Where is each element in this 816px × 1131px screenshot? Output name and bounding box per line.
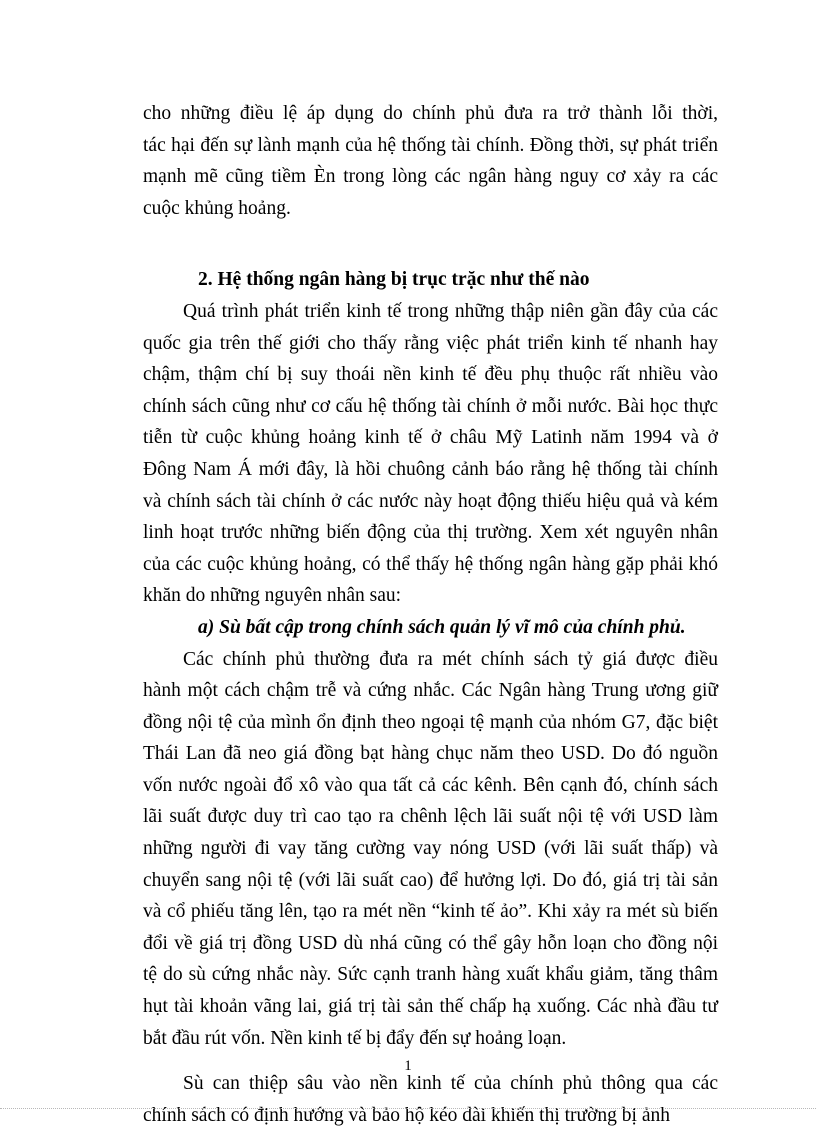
text-line: chính sách cũng như cơ cấu hệ thống tài chính ở mỗi nước. Bài học thực bbox=[143, 395, 718, 417]
text-line: vốn nước ngoài đổ xô vào qua tất cả các kênh. Bên cạnh đó, chính sách bbox=[143, 774, 718, 796]
text-line: bắt đầu rút vốn. Nền kinh tế bị đẩy đến sự hoảng loạn. bbox=[143, 1027, 567, 1049]
text-line: Các chính phủ thường đưa ra mét chính sách tỷ giá được điều bbox=[183, 648, 718, 670]
page-number: 1 bbox=[404, 1058, 412, 1074]
text-line: tác hại đến sự lành mạnh của hệ thống tài chính. Đồng thời, sự phát triển bbox=[143, 134, 718, 156]
text-line: đồng nội tệ của mình ổn định theo ngoại tệ mạnh của nhóm G7, đặc biệt bbox=[143, 711, 718, 733]
text-line: hụt tài khoản vãng lai, giá trị tài sản thế chấp hạ xuống. Các nhà đầu tư bbox=[143, 996, 718, 1018]
text-line: Sù can thiệp sâu vào nền kinh tế của chính phủ thông qua các bbox=[183, 1073, 718, 1095]
text-line: cuộc khủng hoảng. bbox=[143, 197, 291, 219]
text-line: khăn do những nguyên nhân sau: bbox=[143, 585, 402, 607]
text-line: hành một cách chậm trễ và cứng nhắc. Các Ngân hàng Trung ương giữ bbox=[143, 680, 718, 702]
paragraph-intro bbox=[143, 98, 718, 224]
page-bottom-divider bbox=[0, 1108, 816, 1109]
paragraph-intervention bbox=[143, 1068, 718, 1131]
text-line: chuyển sang nội tệ (với lãi suất cao) để hưởng lợi. Do đó, giá trị tài sản bbox=[143, 869, 718, 891]
text-line: của các cuộc khủng hoảng, có thể thấy hệ thống ngân hàng gặp phải khó bbox=[143, 553, 718, 575]
subsection-heading: a) Sù bất cập trong chính sách quản lý vĩ mô của chính phủ. bbox=[198, 616, 686, 638]
section-spacer bbox=[143, 224, 718, 264]
text-line: linh hoạt trước những biến động của thị trường. Xem xét nguyên nhân bbox=[143, 522, 718, 544]
text-line: tiễn từ cuộc khủng hoảng kinh tế ở châu Mỹ Latinh năm 1994 và ở bbox=[143, 427, 718, 449]
text-line: cho những điều lệ áp dụng do chính phủ đưa ra trở thành lỗi thời, bbox=[143, 103, 718, 124]
text-line: Đông Nam Á mới đây, là hồi chuông cảnh báo rằng hệ thống tài chính bbox=[143, 458, 718, 480]
document-body bbox=[143, 98, 718, 1131]
text-line: chậm, thậm chí bị suy thoái nền kinh tế đều phụ thuộc rất nhiều vào bbox=[143, 364, 718, 386]
text-line: chính sách có định hướng và bảo hộ kéo dài khiến thị trường bị ảnh bbox=[143, 1104, 670, 1126]
text-line: mạnh mẽ cũng tiềm Èn trong lòng các ngân hàng nguy cơ xảy ra các bbox=[143, 166, 718, 188]
text-line: đổi về giá trị đồng USD dù nhá cũng có thể gây hỗn loạn cho đồng nội bbox=[143, 932, 718, 954]
text-line: quốc gia trên thế giới cho thấy rằng việc phát triển kinh tế nhanh hay bbox=[143, 332, 718, 354]
text-line: tệ do sù cứng nhắc này. Sức cạnh tranh hàng xuất khẩu giảm, tăng thâm bbox=[143, 964, 718, 986]
paragraph-policy bbox=[143, 644, 718, 1055]
text-line: và chính sách tài chính ở các nước này hoạt động thiếu hiệu quả và kém bbox=[143, 490, 718, 512]
paragraph-causes bbox=[143, 296, 718, 612]
text-line: Thái Lan đã neo giá đồng bạt hàng chục năm theo USD. Do đó nguồn bbox=[143, 743, 718, 765]
text-line: Quá trình phát triển kinh tế trong những thập niên gần đây của các bbox=[183, 300, 718, 322]
text-line: và cổ phiếu tăng lên, tạo ra mét nền “kinh tế ảo”. Khi xảy ra mét sù biến bbox=[143, 901, 718, 923]
text-line: những người đi vay tăng cường vay nóng USD (với lãi suất thấp) và bbox=[143, 838, 718, 860]
text-line: lãi suất được duy trì cao tạo ra chênh lệch lãi suất nội tệ với USD làm bbox=[143, 806, 718, 828]
section-heading: 2. Hệ thống ngân hàng bị trục trặc như thế nào bbox=[198, 269, 590, 291]
